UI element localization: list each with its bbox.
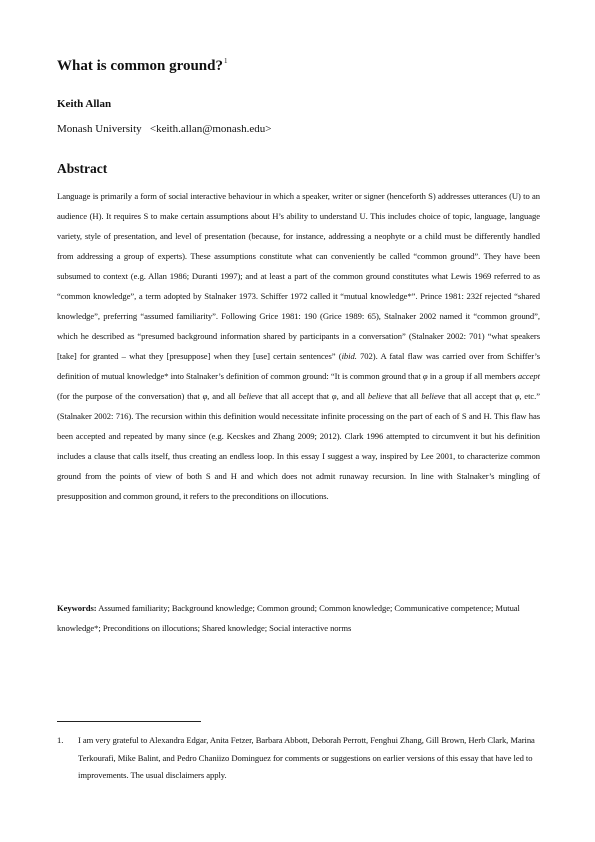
- abstract-body: [57, 186, 540, 506]
- abstract-italic-term: φ: [422, 371, 428, 381]
- abstract-text-run: Language is primarily a form of social interactive behaviour in which a speaker, writer or signer (henceforth S) addresses utterances (U) to an audience (H). It requires S to make certain assumptions about H’s ability to understand U. This includes choice of topic, language, language variety, style of presentation, and level of presentation (because, for instance, addressing a neophyte or a child must be differently handled from addressing a group of experts). These assumptions constitute what can conveniently be called “common ground”. They have been subsumed to context (e.g. Allan 1986; Duranti 1997); and at least a part of the common ground constitutes what Lewis 1969 referred to as “common knowledge”, a term adopted by Stalnaker 1973. Schiffer 1972 called it “mutual knowledge*”. Prince 1981: 232f rejected “shared knowledge”, preferring “assumed familiarity”. Following Grice 1981: 190 (Grice 1989: 65), Stalnaker 2002 named it “common ground”, which he described as “presumed background information shared by participants in a conversation” (Stalnaker 2002: 701) “what speakers [take] for granted – what they [presuppose] when they [use] certain sentences” (: [57, 191, 540, 361]
- author-affiliation: Monash University: [57, 123, 142, 135]
- keywords: [57, 598, 540, 638]
- abstract-text-run: that all accept that: [445, 391, 515, 401]
- paper-title-text: What is common ground?: [57, 58, 223, 74]
- abstract-text-run: , and all: [336, 391, 368, 401]
- abstract-heading: Abstract: [57, 161, 108, 176]
- abstract-italic-term: φ: [331, 391, 337, 401]
- abstract-italic-term: believe: [367, 391, 392, 401]
- abstract-italic-term: ibid.: [341, 351, 357, 361]
- footnote: [57, 732, 540, 785]
- footnote-number: 1.: [57, 735, 64, 745]
- abstract-text-run: in a group if all members: [427, 371, 518, 381]
- abstract-italic-term: believe: [238, 391, 263, 401]
- abstract-text-run: that all: [391, 391, 422, 401]
- abstract-text-run: , and all: [207, 391, 239, 401]
- abstract-text-run: that all accept that: [262, 391, 332, 401]
- paper-title: [57, 57, 228, 75]
- abstract-italic-term: φ: [202, 391, 208, 401]
- author-email: <keith.allan@monash.edu>: [149, 123, 272, 135]
- abstract-text-run: 702). A fatal flaw was carried over from Schiffer’s definition of mutual knowledge* into Stalnaker’s definition of common ground: “It is common ground that: [57, 351, 540, 381]
- abstract-text-run: , etc.” (Stalnaker 2002: 716). The recursion within this definition would necessitate infinite processing on the part of each of S and H. This flaw has been accepted and repeated by many since (e.g. Kecskes and Zhang 2009; 2012). Clark 1996 attempted to circumvent it but his definition includes a clause that calls itself, thus creating an endless loop. In this essay I suggest a way, inspired by Lee 2001, to characterize common ground from the points of view of both S and H and which does not admit runaway recursion. In line with Stalnaker’s mingling of presupposition and common ground, it refers to the preconditions on illocutions.: [57, 391, 540, 501]
- author-affiliation-line: [57, 123, 271, 135]
- footnote-text: I am very grateful to Alexandra Edgar, Anita Fetzer, Barbara Abbott, Deborah Perrott, Fenghui Zhang, Gill Brown, Herb Clark, Marina Terkourafi, Mike Balint, and Pedro Chaniizo Dominguez for comments or suggestions on earlier versions of this essay that have led to improvements. The usual disclaimers apply.: [78, 735, 535, 781]
- abstract-text-run: (for the purpose of the conversation) that: [57, 391, 203, 401]
- keywords-text: Assumed familiarity; Background knowledge; Common ground; Common knowledge; Communicative competence; Mutual knowledge*; Preconditions on illocutions; Shared knowledge; Social interactive norms: [57, 603, 520, 633]
- abstract-italic-term: accept: [517, 371, 540, 381]
- author-name: Keith Allan: [57, 98, 112, 110]
- title-footnote-marker: 1: [224, 57, 228, 65]
- abstract-italic-term: φ: [514, 391, 520, 401]
- footnote-divider: [57, 721, 201, 722]
- keywords-label: Keywords:: [57, 603, 97, 613]
- abstract-italic-term: believe: [421, 391, 446, 401]
